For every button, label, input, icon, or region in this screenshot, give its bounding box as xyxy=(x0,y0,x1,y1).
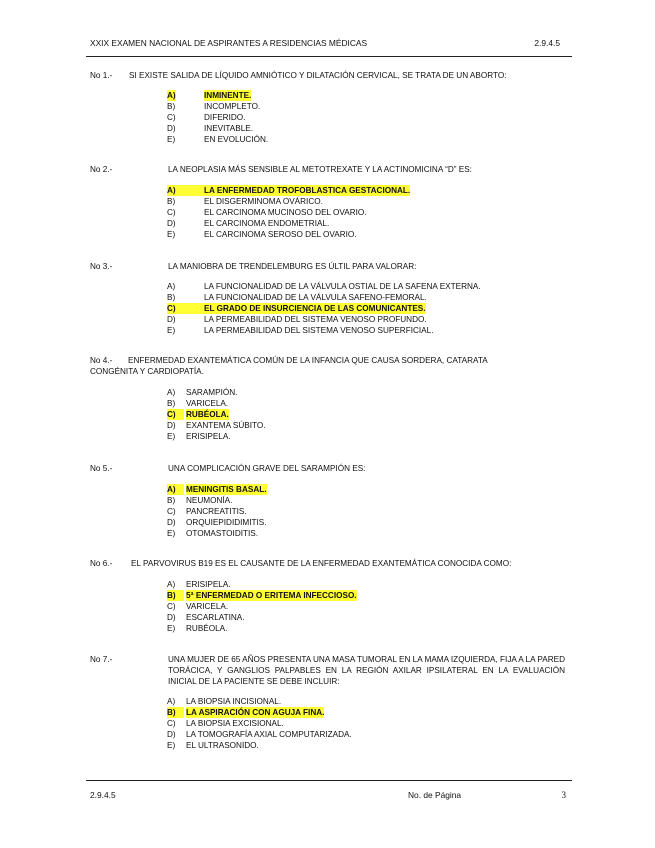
option-letter: C) xyxy=(167,507,176,516)
page-footer xyxy=(90,790,568,800)
option-letter: C) xyxy=(167,113,176,122)
option-text: EL CARCINOMA ENDOMETRIAL. xyxy=(204,219,330,228)
option-text: ERISIPELA. xyxy=(186,580,231,589)
option-text: LA BIOPSIA INCISIONAL. xyxy=(186,697,282,706)
option-letter: E) xyxy=(167,624,176,633)
option-letter: B) xyxy=(167,707,184,718)
option-text: LA FUNCIONALIDAD DE LA VÁLVULA SAFENO-FEMORAL. xyxy=(204,293,427,302)
option-letter: C) xyxy=(167,208,176,217)
option-letter: E) xyxy=(167,432,176,441)
option-text: ESCARLATINA. xyxy=(186,613,245,622)
option-letter: D) xyxy=(167,219,176,228)
option-text: EL GRADO DE INSURCIENCIA DE LAS COMUNICANTES. xyxy=(204,304,426,313)
option-text: 5ª ENFERMEDAD O ERITEMA INFECCIOSO. xyxy=(186,591,357,600)
question-stem: EL PARVOVIRUS B19 ES EL CAUSANTE DE LA ENFERMEDAD EXANTEMÁTICA CONOCIDA COMO: xyxy=(131,559,512,568)
option-text: EN EVOLUCIÓN. xyxy=(204,135,269,144)
option-text: LA ASPIRACIÓN CON AGUJA FINA. xyxy=(186,708,325,717)
option-text: EL CARCINOMA MUCINOSO DEL OVARIO. xyxy=(204,208,367,217)
option-text: LA TOMOGRAFÍA AXIAL COMPUTARIZADA. xyxy=(186,730,352,739)
option-letter: C) xyxy=(167,719,176,728)
option-letter: B) xyxy=(167,102,176,111)
question-stem: UNA COMPLICACIÓN GRAVE DEL SARAMPIÓN ES: xyxy=(168,464,366,473)
question-stem: LA NEOPLASIA MÁS SENSIBLE AL METOTREXATE Y LA ACTINOMICINA “D” ES: xyxy=(168,165,472,174)
option-text: EL ULTRASONIDO. xyxy=(186,741,259,750)
option-letter: D) xyxy=(167,518,176,527)
question-number: No 4.- xyxy=(90,356,113,365)
header-code: 2.9.4.5 xyxy=(534,38,560,48)
option-letter: A) xyxy=(167,580,176,589)
footer-page-number: 3 xyxy=(561,790,566,800)
page-header xyxy=(90,38,568,48)
option-letter: E) xyxy=(167,230,176,239)
option-text: EL CARCINOMA SEROSO DEL OVARIO. xyxy=(204,230,357,239)
option-text: ERISIPELA. xyxy=(186,432,231,441)
question-stem: SI EXISTE SALIDA DE LÍQUIDO AMNIÓTICO Y DILATACIÓN CERVICAL, SE TRATA DE UN ABORTO: xyxy=(129,71,507,80)
footer-rule xyxy=(86,780,572,781)
option-letter: A) xyxy=(167,91,176,100)
option-letter: B) xyxy=(167,197,176,206)
option-text: EXANTEMA SÚBITO. xyxy=(186,421,266,430)
header-rule xyxy=(86,56,572,57)
question-number: No 1.- xyxy=(90,71,113,80)
question-number: No 6.- xyxy=(90,559,113,568)
question-number: No 5.- xyxy=(90,464,113,473)
option-letter: A) xyxy=(167,185,206,196)
option-text: LA ENFERMEDAD TROFOBLASTICA GESTACIONAL. xyxy=(204,186,411,195)
option-letter: D) xyxy=(167,730,176,739)
option-text: LA PERMEABILIDAD DEL SISTEMA VENOSO SUPERFICIAL. xyxy=(204,326,434,335)
option-letter: E) xyxy=(167,326,176,335)
option-text: PANCREATITIS. xyxy=(186,507,247,516)
question-number: No 2.- xyxy=(90,165,113,174)
option-text: RUBÉOLA. xyxy=(186,624,228,633)
option-text: RUBÉOLA. xyxy=(186,410,229,419)
question-number: No 3.- xyxy=(90,262,113,271)
option-letter: A) xyxy=(167,282,176,291)
question-number: No 7.- xyxy=(90,655,113,664)
question-stem: UNA MUJER DE 65 AÑOS PRESENTA UNA MASA TUMORAL EN LA MAMA IZQUIERDA, FIJA A LA PARED TORÁCICA, Y GANGLIOS PALPABLES EN LA REGIÓN AXILAR IPSILATERAL EN LA EVALUACIÓN INICIAL DE LA PACIENTE SE DEBE INCLUIR: xyxy=(168,655,565,686)
option-letter: C) xyxy=(167,409,184,420)
option-letter: B) xyxy=(167,590,184,601)
option-letter: B) xyxy=(167,496,176,505)
option-letter: A) xyxy=(167,697,176,706)
question-stem-line-2: CONGÉNITA Y CARDIOPATÍA. xyxy=(90,367,204,376)
option-letter: C) xyxy=(167,602,176,611)
option-text: OTOMASTOIDITIS. xyxy=(186,529,259,538)
option-letter: B) xyxy=(167,399,176,408)
option-letter: A) xyxy=(167,484,184,495)
option-text: EL DISGERMINOMA OVÁRICO. xyxy=(204,197,323,206)
option-text: VARICELA. xyxy=(186,602,229,611)
footer-code: 2.9.4.5 xyxy=(90,790,116,800)
option-letter: E) xyxy=(167,741,176,750)
header-title: XXIX EXAMEN NACIONAL DE ASPIRANTES A RESIDENCIAS MÉDICAS xyxy=(90,38,368,48)
option-letter: D) xyxy=(167,613,176,622)
option-letter: E) xyxy=(167,135,176,144)
option-text: SARAMPIÓN. xyxy=(186,388,238,397)
option-text: INMINENTE. xyxy=(204,91,252,100)
option-text: INEVITABLE. xyxy=(204,124,253,133)
option-text: LA FUNCIONALIDAD DE LA VÁLVULA OSTIAL DE LA SAFENA EXTERNA. xyxy=(204,282,481,291)
option-text: INCOMPLETO. xyxy=(204,102,261,111)
option-text: MENINGITIS BASAL. xyxy=(186,485,267,494)
option-letter: D) xyxy=(167,315,176,324)
question-stem: LA MANIOBRA DE TRENDELEMBURG ES ÚLTIL PARA VALORAR: xyxy=(168,262,417,271)
option-letter: D) xyxy=(167,421,176,430)
option-text: LA PERMEABILIDAD DEL SISTEMA VENOSO PROFUNDO. xyxy=(204,315,427,324)
question-stem-line-1: ENFERMEDAD EXANTEMÁTICA COMÚN DE LA INFANCIA QUE CAUSA SORDERA, CATARATA xyxy=(128,356,488,365)
option-text: DIFERIDO. xyxy=(204,113,246,122)
option-text: ORQUIEPIDIDIMITIS. xyxy=(186,518,267,527)
option-text: VARICELA. xyxy=(186,399,229,408)
option-letter: A) xyxy=(167,388,176,397)
option-letter: C) xyxy=(167,303,206,314)
option-letter: D) xyxy=(167,124,176,133)
footer-page-label: No. de Página xyxy=(408,790,462,800)
option-text: NEUMONÍA. xyxy=(186,496,233,505)
option-text: LA BIOPSIA EXCISIONAL. xyxy=(186,719,284,728)
option-letter: B) xyxy=(167,293,176,302)
option-letter: E) xyxy=(167,529,176,538)
